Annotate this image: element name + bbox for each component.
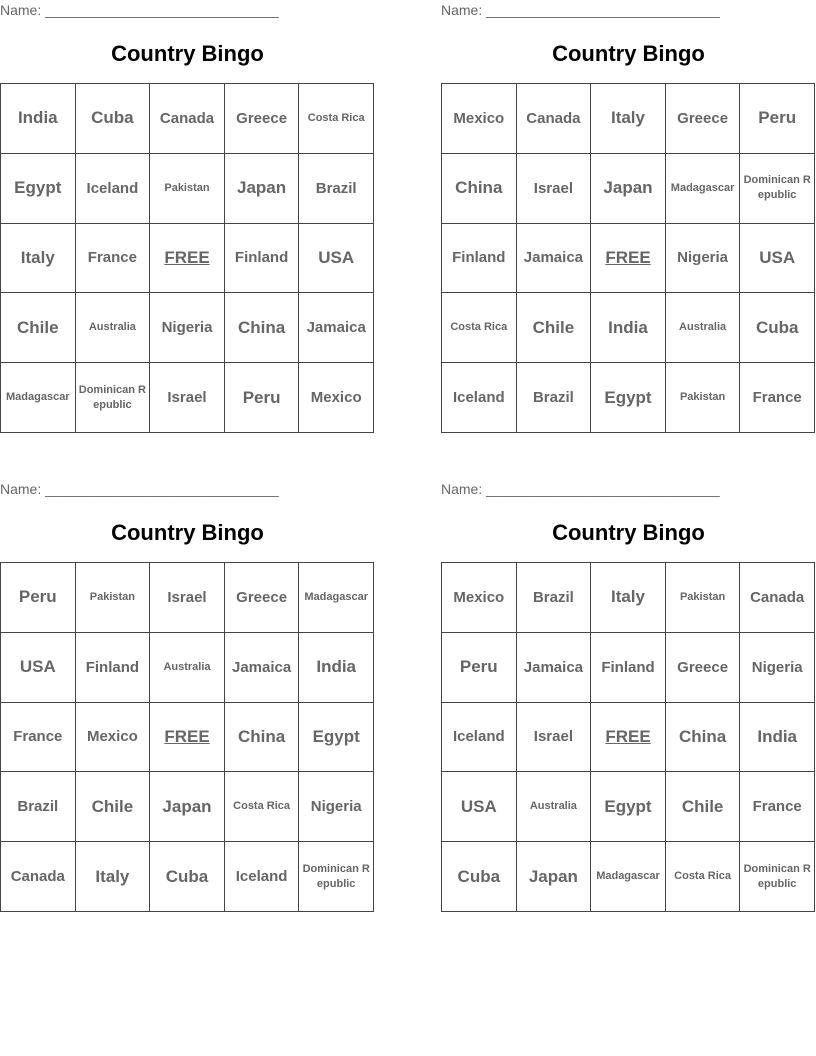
bingo-cell: Peru [225,363,300,433]
bingo-cell: Costa Rica [299,84,374,154]
bingo-cell: Nigeria [666,224,741,294]
bingo-cell: Madagascar [299,563,374,633]
bingo-cell: Dominican Republic [740,154,815,224]
free-space: FREE [150,224,225,294]
bingo-cell: Brazil [299,154,374,224]
bingo-cell: Japan [517,842,592,912]
bingo-cell: Madagascar [1,363,76,433]
bingo-cell: Pakistan [150,154,225,224]
free-space: FREE [591,703,666,773]
name-field: Name: ______________________________ [0,481,279,497]
bingo-cell: Peru [1,563,76,633]
bingo-cell: Iceland [442,703,517,773]
bingo-cell: France [76,224,151,294]
bingo-cell: Chile [517,293,592,363]
bingo-cell: China [666,703,741,773]
bingo-cell: Australia [150,633,225,703]
bingo-cell: Canada [1,842,76,912]
bingo-cell: Finland [76,633,151,703]
bingo-cell: Nigeria [150,293,225,363]
bingo-cell: Israel [150,363,225,433]
name-field: Name: ______________________________ [441,481,720,497]
bingo-cell: USA [1,633,76,703]
bingo-cell: Italy [591,563,666,633]
bingo-grid [441,562,815,912]
bingo-grid [0,83,374,433]
bingo-cell: Chile [666,772,741,842]
bingo-cell: Canada [740,563,815,633]
bingo-cell: Pakistan [666,363,741,433]
bingo-cell: Greece [225,563,300,633]
card-title: Country Bingo [552,520,705,545]
card-title: Country Bingo [552,41,705,66]
bingo-cell: Cuba [442,842,517,912]
bingo-cell: Israel [517,703,592,773]
bingo-cell: Egypt [591,363,666,433]
bingo-cell: Costa Rica [666,842,741,912]
bingo-cell: Cuba [150,842,225,912]
card-title: Country Bingo [111,41,264,66]
bingo-cell: Egypt [591,772,666,842]
bingo-cell: Italy [591,84,666,154]
bingo-cell: Brazil [517,363,592,433]
bingo-cell: Jamaica [517,224,592,294]
bingo-cell: France [740,772,815,842]
bingo-cell: Pakistan [76,563,151,633]
bingo-cell: Chile [76,772,151,842]
bingo-cell: Canada [150,84,225,154]
bingo-cell: Madagascar [666,154,741,224]
bingo-cell: Jamaica [517,633,592,703]
bingo-cell: Iceland [442,363,517,433]
bingo-cell: USA [299,224,374,294]
bingo-cell: Mexico [76,703,151,773]
card-title: Country Bingo [111,520,264,545]
bingo-cell: Cuba [740,293,815,363]
bingo-cell: Italy [76,842,151,912]
bingo-cell: Italy [1,224,76,294]
bingo-cell: Iceland [225,842,300,912]
bingo-cell: China [225,293,300,363]
bingo-cell: Costa Rica [442,293,517,363]
bingo-cell: Peru [442,633,517,703]
bingo-cell: Pakistan [666,563,741,633]
bingo-cell: India [740,703,815,773]
bingo-cell: Jamaica [299,293,374,363]
bingo-cell: Greece [225,84,300,154]
bingo-cell: Nigeria [740,633,815,703]
bingo-cell: Dominican Republic [76,363,151,433]
bingo-cell: USA [740,224,815,294]
bingo-cell: China [225,703,300,773]
bingo-cell: Mexico [442,84,517,154]
bingo-cell: France [1,703,76,773]
bingo-cell: France [740,363,815,433]
bingo-cell: India [1,84,76,154]
bingo-cell: Peru [740,84,815,154]
bingo-cell: Japan [150,772,225,842]
bingo-cell: India [591,293,666,363]
name-field: Name: ______________________________ [441,2,720,18]
bingo-cell: USA [442,772,517,842]
bingo-cell: Israel [150,563,225,633]
bingo-cell: Greece [666,633,741,703]
free-space: FREE [150,703,225,773]
bingo-cell: Japan [591,154,666,224]
bingo-cell: Greece [666,84,741,154]
bingo-cell: Iceland [76,154,151,224]
bingo-cell: Dominican Republic [299,842,374,912]
bingo-cell: Australia [666,293,741,363]
bingo-cell: Canada [517,84,592,154]
bingo-cell: China [442,154,517,224]
name-field: Name: ______________________________ [0,2,279,18]
bingo-grid [0,562,374,912]
bingo-cell: Chile [1,293,76,363]
bingo-cell: Japan [225,154,300,224]
bingo-cell: India [299,633,374,703]
bingo-cell: Mexico [299,363,374,433]
bingo-cell: Madagascar [591,842,666,912]
bingo-cell: Australia [517,772,592,842]
bingo-cell: Jamaica [225,633,300,703]
bingo-cell: Israel [517,154,592,224]
bingo-cell: Australia [76,293,151,363]
bingo-cell: Cuba [76,84,151,154]
bingo-cell: Brazil [517,563,592,633]
bingo-cell: Brazil [1,772,76,842]
bingo-cell: Costa Rica [225,772,300,842]
bingo-cell: Dominican Republic [740,842,815,912]
bingo-cell: Finland [591,633,666,703]
bingo-cell: Mexico [442,563,517,633]
bingo-cell: Finland [225,224,300,294]
bingo-cell: Nigeria [299,772,374,842]
bingo-grid [441,83,815,433]
bingo-cell: Egypt [1,154,76,224]
bingo-cell: Egypt [299,703,374,773]
bingo-cell: Finland [442,224,517,294]
free-space: FREE [591,224,666,294]
